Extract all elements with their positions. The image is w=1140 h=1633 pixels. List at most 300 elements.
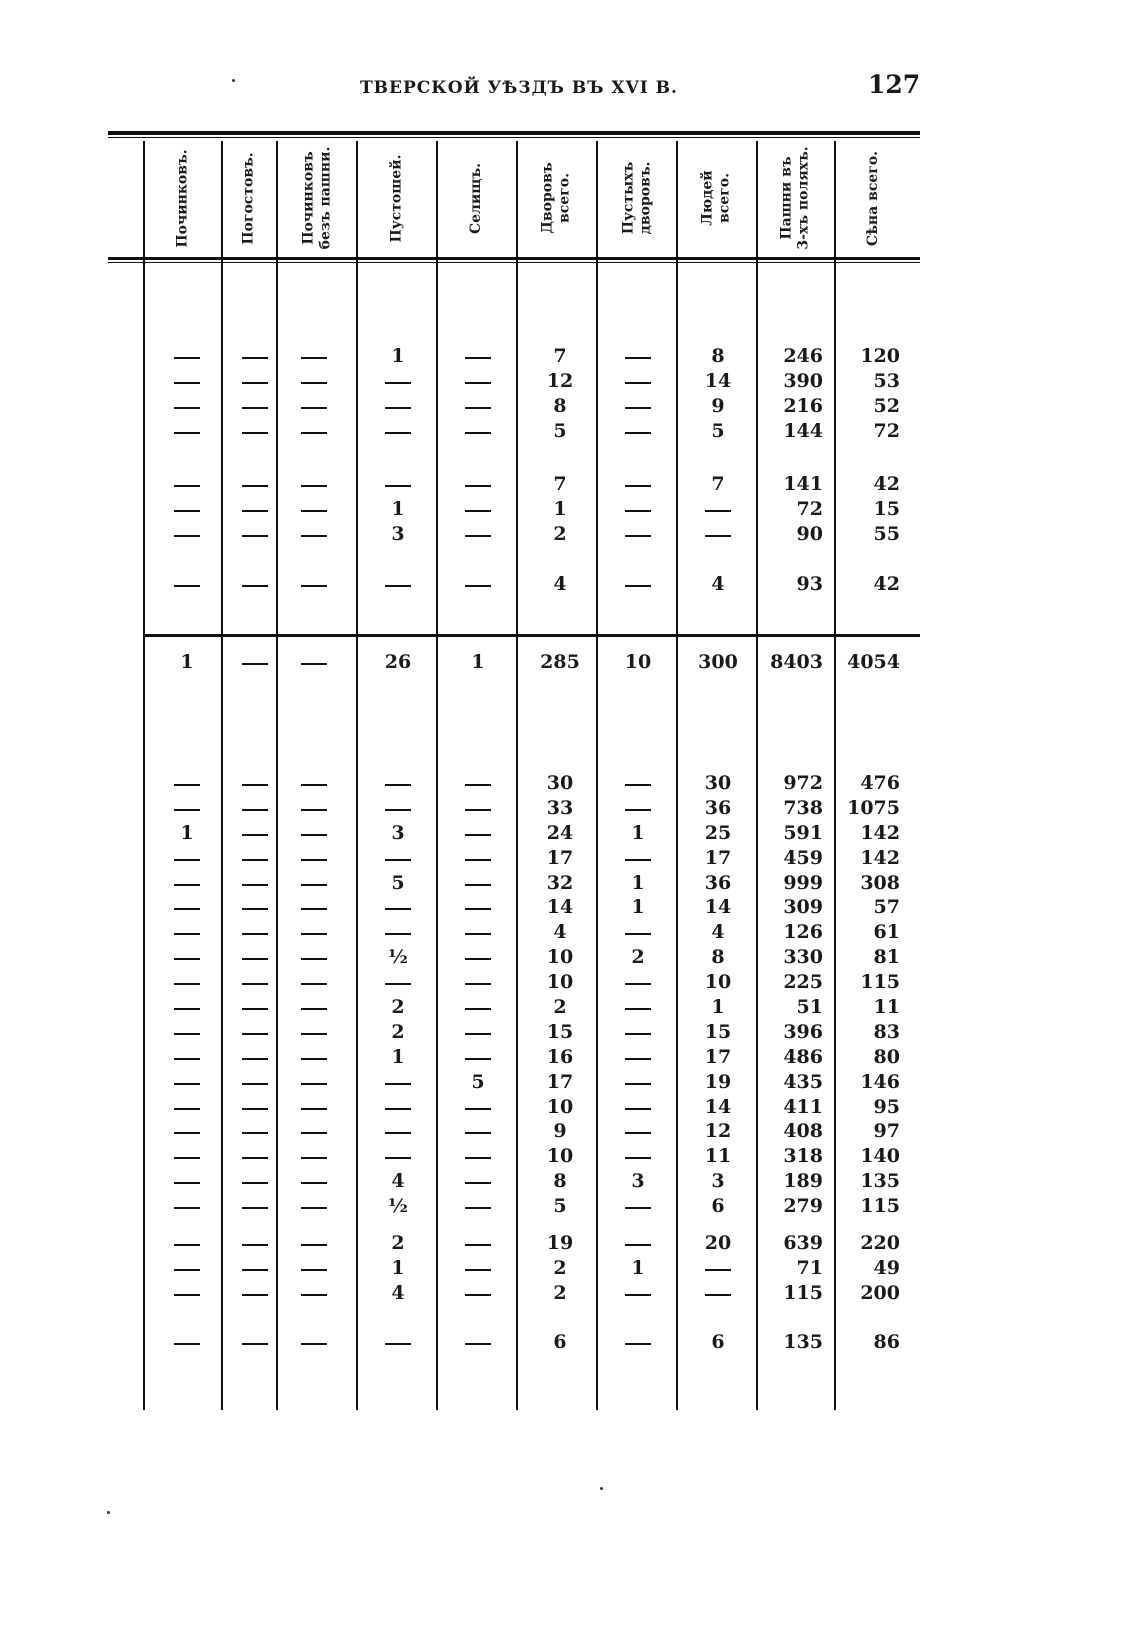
cell-sena: 72: [873, 419, 900, 442]
cell-pustoshei: 5: [391, 871, 405, 894]
cell-liudei: 4: [711, 921, 725, 944]
cell-pustykh_dvorov: [618, 369, 658, 394]
cell-dvorov: 14: [546, 896, 574, 919]
cell-pogostov: [235, 1281, 275, 1306]
cell-liudei: 11: [704, 1145, 732, 1168]
cell-liudei: 36: [704, 871, 732, 894]
cell-dvorov: 19: [546, 1232, 574, 1254]
cell-selishch: [458, 1045, 498, 1070]
cell-pogostov: [235, 572, 275, 597]
cell-pogostov: [235, 871, 275, 896]
cell-pustykh_dvorov: [618, 1020, 658, 1045]
page-number: 127: [868, 70, 921, 99]
cell-pochinkov: 1: [180, 651, 194, 673]
cell-pogostov: [235, 1020, 275, 1045]
cell-pashni: 486: [783, 1045, 823, 1068]
cell-pashni: 225: [783, 971, 823, 994]
cell-pochinkov_bez_pashni: [294, 1231, 334, 1256]
cell-pustykh_dvorov: [618, 472, 658, 497]
cell-dvorov: 5: [553, 1195, 567, 1218]
cell-pogostov: [235, 1169, 275, 1194]
table-row: [0, 419, 1140, 444]
cell-pochinkov: [167, 945, 207, 970]
cell-pashni: 738: [783, 796, 823, 819]
row-group: [0, 572, 1140, 597]
table-row: [0, 1144, 1140, 1169]
cell-sena: 49: [873, 1256, 900, 1279]
cell-dvorov: 16: [546, 1045, 574, 1068]
cell-sena: 135: [860, 1170, 900, 1193]
table-top-rule: [108, 131, 920, 135]
cell-sena: 80: [873, 1045, 900, 1068]
cell-sena: 42: [873, 573, 900, 595]
cell-pustoshei: ½: [388, 1195, 408, 1218]
cell-dvorov: 10: [546, 1095, 574, 1118]
cell-pochinkov_bez_pashni: [294, 970, 334, 995]
cell-pashni: 435: [783, 1070, 823, 1093]
cell-sena: 120: [860, 345, 900, 367]
table-row: [0, 1095, 1140, 1120]
cell-pustykh_dvorov: [618, 920, 658, 945]
cell-selishch: [458, 1194, 498, 1219]
cell-liudei: 5: [711, 419, 725, 442]
column-header-dvorov: [518, 142, 596, 254]
column-header-selishch: [438, 142, 516, 254]
cell-pogostov: [235, 1095, 275, 1120]
cell-dvorov: 15: [546, 1020, 574, 1043]
cell-selishch: [458, 1169, 498, 1194]
cell-pustoshei: 1: [391, 1256, 405, 1279]
cell-pochinkov: [167, 1256, 207, 1281]
cell-sena: 476: [860, 772, 900, 794]
column-header-label: Дворовъ всего.: [539, 162, 573, 234]
cell-liudei: [698, 522, 738, 547]
cell-pustykh_dvorov: [618, 419, 658, 444]
cell-pustykh_dvorov: [618, 771, 658, 796]
cell-pogostov: [235, 1194, 275, 1219]
cell-selishch: [458, 1095, 498, 1120]
cell-sena: 15: [873, 497, 900, 520]
cell-pogostov: [235, 771, 275, 796]
cell-dvorov: 1: [553, 497, 567, 520]
cell-sena: 81: [873, 946, 900, 969]
table-row: [0, 1020, 1140, 1045]
cell-pogostov: [235, 1045, 275, 1070]
section-divider-rule: [145, 634, 920, 637]
row-group: [0, 472, 1140, 547]
cell-pochinkov_bez_pashni: [294, 1119, 334, 1144]
cell-pochinkov_bez_pashni: [294, 1070, 334, 1095]
cell-pashni: 318: [783, 1145, 823, 1168]
table-row: [0, 970, 1140, 995]
cell-pustykh_dvorov: [618, 1231, 658, 1256]
cell-sena: 53: [873, 369, 900, 392]
cell-pogostov: [235, 1070, 275, 1095]
cell-pustykh_dvorov: [618, 846, 658, 871]
cell-sena: 83: [873, 1020, 900, 1043]
cell-selishch: [458, 369, 498, 394]
cell-pustykh_dvorov: [618, 1281, 658, 1306]
cell-pashni: 279: [783, 1195, 823, 1218]
table-row: [0, 1330, 1140, 1355]
cell-dvorov: 8: [553, 394, 567, 417]
cell-pustykh_dvorov: [618, 1119, 658, 1144]
cell-pochinkov: [167, 1169, 207, 1194]
cell-pochinkov: [167, 1070, 207, 1095]
cell-pochinkov_bez_pashni: [294, 821, 334, 846]
cell-pogostov: [235, 369, 275, 394]
cell-pogostov: [235, 970, 275, 995]
cell-pustykh_dvorov: [618, 497, 658, 522]
table-row: [0, 1194, 1140, 1219]
cell-sena: 42: [873, 473, 900, 495]
cell-liudei: 30: [704, 772, 732, 794]
cell-pochinkov: [167, 1231, 207, 1256]
cell-dvorov: 12: [546, 369, 574, 392]
cell-dvorov: 30: [546, 772, 574, 794]
row-group: [0, 1231, 1140, 1306]
cell-pochinkov_bez_pashni: [294, 995, 334, 1020]
cell-pochinkov: [167, 344, 207, 369]
cell-pochinkov_bez_pashni: [294, 1020, 334, 1045]
cell-dvorov: 33: [546, 796, 574, 819]
cell-liudei: 300: [698, 651, 738, 673]
cell-dvorov: 2: [553, 522, 567, 545]
cell-pochinkov_bez_pashni: [294, 394, 334, 419]
cell-sena: 52: [873, 394, 900, 417]
cell-liudei: 4: [711, 573, 725, 595]
column-header-pustykh_dvorov: [598, 142, 676, 254]
cell-selishch: [458, 1330, 498, 1355]
cell-pashni: 309: [783, 896, 823, 919]
table-row: [0, 650, 1140, 675]
cell-dvorov: 8: [553, 1170, 567, 1193]
cell-pochinkov_bez_pashni: [294, 497, 334, 522]
table-row: [0, 945, 1140, 970]
cell-pustoshei: [378, 419, 418, 444]
cell-pochinkov_bez_pashni: [294, 1194, 334, 1219]
cell-pochinkov: [167, 1119, 207, 1144]
cell-pustykh_dvorov: [618, 522, 658, 547]
cell-liudei: 14: [704, 369, 732, 392]
cell-dvorov: 10: [546, 946, 574, 969]
column-header-label: Погостовъ.: [241, 151, 258, 245]
cell-selishch: [458, 970, 498, 995]
table-row: [0, 920, 1140, 945]
table-row: [0, 472, 1140, 497]
table-row: [0, 846, 1140, 871]
cell-sena: 61: [873, 921, 900, 944]
cell-pogostov: [235, 995, 275, 1020]
table-row: [0, 1045, 1140, 1070]
cell-pochinkov: [167, 369, 207, 394]
cell-pustoshei: ½: [388, 946, 408, 969]
cell-dvorov: 4: [553, 921, 567, 944]
cell-selishch: [458, 344, 498, 369]
cell-dvorov: 24: [546, 821, 574, 844]
cell-liudei: 10: [704, 971, 732, 994]
cell-liudei: [698, 1256, 738, 1281]
cell-pashni: 408: [783, 1120, 823, 1143]
cell-pustykh_dvorov: [618, 572, 658, 597]
cell-pochinkov: [167, 1330, 207, 1355]
cell-dvorov: 17: [546, 846, 574, 869]
stray-dot: [107, 1511, 110, 1514]
cell-dvorov: 17: [546, 1070, 574, 1093]
cell-pashni: 93: [796, 573, 823, 595]
table-row: [0, 344, 1140, 369]
cell-pochinkov_bez_pashni: [294, 572, 334, 597]
cell-pashni: 8403: [770, 651, 823, 673]
cell-pustoshei: 1: [391, 497, 405, 520]
table-row: [0, 1070, 1140, 1095]
cell-liudei: 36: [704, 796, 732, 819]
cell-pochinkov_bez_pashni: [294, 771, 334, 796]
cell-pashni: 246: [783, 345, 823, 367]
cell-pustoshei: [378, 572, 418, 597]
cell-sena: 57: [873, 896, 900, 919]
cell-liudei: 9: [711, 394, 725, 417]
cell-pochinkov_bez_pashni: [294, 895, 334, 920]
cell-pochinkov_bez_pashni: [294, 1095, 334, 1120]
table-row: [0, 394, 1140, 419]
column-header-label: Пустошей.: [388, 154, 405, 242]
cell-pogostov: [235, 846, 275, 871]
cell-dvorov: 6: [553, 1331, 567, 1353]
cell-pochinkov_bez_pashni: [294, 369, 334, 394]
cell-pustoshei: [378, 895, 418, 920]
cell-pashni: 115: [783, 1281, 823, 1304]
table-row: [0, 1119, 1140, 1144]
cell-pochinkov: [167, 394, 207, 419]
cell-liudei: 14: [704, 896, 732, 919]
cell-pustoshei: [378, 472, 418, 497]
cell-pustykh_dvorov: [618, 344, 658, 369]
cell-pochinkov_bez_pashni: [294, 1256, 334, 1281]
table-row: [0, 1169, 1140, 1194]
cell-pustoshei: [378, 970, 418, 995]
cell-pustykh_dvorov: [618, 970, 658, 995]
cell-dvorov: 9: [553, 1120, 567, 1143]
cell-pustoshei: 4: [391, 1281, 405, 1304]
cell-pashni: 411: [783, 1095, 823, 1118]
cell-dvorov: 32: [546, 871, 574, 894]
column-header-pogostov: [223, 142, 276, 254]
cell-liudei: 1: [711, 996, 725, 1019]
cell-sena: 115: [860, 1195, 900, 1218]
table-row: [0, 1231, 1140, 1256]
cell-pochinkov_bez_pashni: [294, 472, 334, 497]
cell-dvorov: 4: [553, 573, 567, 595]
cell-sena: 55: [873, 522, 900, 545]
cell-pogostov: [235, 1119, 275, 1144]
cell-liudei: 17: [704, 846, 732, 869]
cell-pochinkov: [167, 1020, 207, 1045]
cell-pustykh_dvorov: [618, 995, 658, 1020]
row-group: [0, 344, 1140, 444]
cell-pustykh_dvorov: [618, 1070, 658, 1095]
cell-sena: 200: [860, 1281, 900, 1304]
cell-selishch: [458, 1231, 498, 1256]
table-row: [0, 369, 1140, 394]
cell-sena: 220: [860, 1232, 900, 1254]
column-header-pustoshei: [358, 142, 436, 254]
cell-liudei: 17: [704, 1045, 732, 1068]
cell-pogostov: [235, 522, 275, 547]
cell-pogostov: [235, 650, 275, 675]
table-row: [0, 1256, 1140, 1281]
cell-selishch: [458, 945, 498, 970]
cell-pochinkov_bez_pashni: [294, 945, 334, 970]
column-header-label: Сѣна всего.: [865, 150, 882, 246]
cell-pochinkov_bez_pashni: [294, 1169, 334, 1194]
cell-selishch: [458, 846, 498, 871]
cell-pochinkov: [167, 970, 207, 995]
cell-dvorov: 10: [546, 1145, 574, 1168]
cell-sena: 142: [860, 846, 900, 869]
cell-pochinkov: [167, 771, 207, 796]
cell-pustykh_dvorov: 1: [631, 896, 645, 919]
cell-selishch: [458, 995, 498, 1020]
cell-pochinkov: [167, 419, 207, 444]
cell-pashni: 126: [783, 921, 823, 944]
cell-pashni: 90: [796, 522, 823, 545]
cell-pustoshei: 1: [391, 1045, 405, 1068]
cell-pashni: 390: [783, 369, 823, 392]
cell-sena: 86: [873, 1331, 900, 1353]
cell-pochinkov: [167, 1095, 207, 1120]
cell-selishch: [458, 1281, 498, 1306]
cell-pogostov: [235, 1330, 275, 1355]
cell-selishch: 5: [471, 1070, 485, 1093]
cell-pogostov: [235, 344, 275, 369]
cell-pochinkov_bez_pashni: [294, 1281, 334, 1306]
cell-pochinkov: [167, 846, 207, 871]
cell-pustykh_dvorov: [618, 1194, 658, 1219]
cell-pustoshei: [378, 369, 418, 394]
cell-pustykh_dvorov: 3: [631, 1170, 645, 1193]
cell-selishch: [458, 522, 498, 547]
cell-liudei: 7: [711, 473, 725, 495]
cell-pustykh_dvorov: 10: [624, 651, 652, 673]
cell-pashni: 216: [783, 394, 823, 417]
column-header-liudei: [678, 142, 756, 254]
cell-selishch: [458, 497, 498, 522]
cell-pashni: 135: [783, 1331, 823, 1353]
cell-pustoshei: 1: [391, 345, 405, 367]
cell-selishch: [458, 419, 498, 444]
cell-pustykh_dvorov: 1: [631, 1256, 645, 1279]
cell-liudei: 19: [704, 1070, 732, 1093]
table-row: [0, 771, 1140, 796]
column-header-label: Починковъ.: [174, 148, 191, 248]
cell-pashni: 141: [783, 473, 823, 495]
cell-pogostov: [235, 895, 275, 920]
cell-pustoshei: [378, 1144, 418, 1169]
cell-sena: 115: [860, 971, 900, 994]
cell-sena: 1075: [847, 796, 900, 819]
cell-liudei: 25: [704, 821, 732, 844]
table-row: [0, 871, 1140, 896]
cell-pustoshei: 2: [391, 1232, 405, 1254]
row-group: [0, 771, 1140, 1219]
cell-pustoshei: [378, 1095, 418, 1120]
table-row: [0, 821, 1140, 846]
cell-liudei: [698, 497, 738, 522]
cell-pochinkov: [167, 472, 207, 497]
column-header-sena: [836, 142, 912, 254]
cell-liudei: 12: [704, 1120, 732, 1143]
table-row: [0, 796, 1140, 821]
cell-dvorov: 7: [553, 345, 567, 367]
cell-selishch: [458, 1144, 498, 1169]
cell-pustoshei: [378, 796, 418, 821]
cell-sena: 146: [860, 1070, 900, 1093]
cell-pustykh_dvorov: 2: [631, 946, 645, 969]
cell-pochinkov_bez_pashni: [294, 522, 334, 547]
table-row: [0, 572, 1140, 597]
cell-sena: 95: [873, 1095, 900, 1118]
running-title: ТВЕРСКОЙ УѢЗДЪ ВЪ XVI В.: [360, 78, 678, 98]
cell-dvorov: 7: [553, 473, 567, 495]
cell-selishch: [458, 472, 498, 497]
cell-pochinkov_bez_pashni: [294, 650, 334, 675]
cell-pustykh_dvorov: 1: [631, 871, 645, 894]
cell-liudei: [698, 1281, 738, 1306]
cell-selishch: [458, 796, 498, 821]
cell-pustoshei: [378, 1330, 418, 1355]
cell-sena: 4054: [847, 651, 900, 673]
cell-pochinkov: [167, 796, 207, 821]
cell-pochinkov_bez_pashni: [294, 419, 334, 444]
cell-pustykh_dvorov: 1: [631, 821, 645, 844]
cell-pochinkov: [167, 497, 207, 522]
cell-pochinkov: [167, 895, 207, 920]
cell-pustoshei: [378, 394, 418, 419]
cell-pashni: 330: [783, 946, 823, 969]
table-row: [0, 895, 1140, 920]
cell-dvorov: 2: [553, 996, 567, 1019]
cell-selishch: [458, 821, 498, 846]
cell-pogostov: [235, 497, 275, 522]
cell-pustoshei: 3: [391, 821, 405, 844]
cell-liudei: 8: [711, 345, 725, 367]
cell-pochinkov: 1: [180, 821, 194, 844]
cell-pochinkov: [167, 1281, 207, 1306]
cell-pustoshei: 4: [391, 1170, 405, 1193]
cell-pustoshei: [378, 1119, 418, 1144]
header-bottom-rule-inner: [108, 262, 920, 263]
table-row: [0, 522, 1140, 547]
cell-liudei: 14: [704, 1095, 732, 1118]
cell-pustoshei: 2: [391, 996, 405, 1019]
cell-selishch: [458, 572, 498, 597]
table-row: [0, 1281, 1140, 1306]
table-row: [0, 995, 1140, 1020]
cell-pogostov: [235, 796, 275, 821]
cell-pustoshei: [378, 771, 418, 796]
stray-dot: [600, 1487, 603, 1490]
cell-selishch: [458, 920, 498, 945]
cell-sena: 97: [873, 1120, 900, 1143]
cell-pustoshei: 3: [391, 522, 405, 545]
table-top-rule-inner: [108, 137, 920, 138]
cell-selishch: [458, 1020, 498, 1045]
column-header-pashni: [758, 142, 834, 254]
cell-sena: 142: [860, 821, 900, 844]
cell-pustoshei: [378, 846, 418, 871]
cell-pashni: 396: [783, 1020, 823, 1043]
